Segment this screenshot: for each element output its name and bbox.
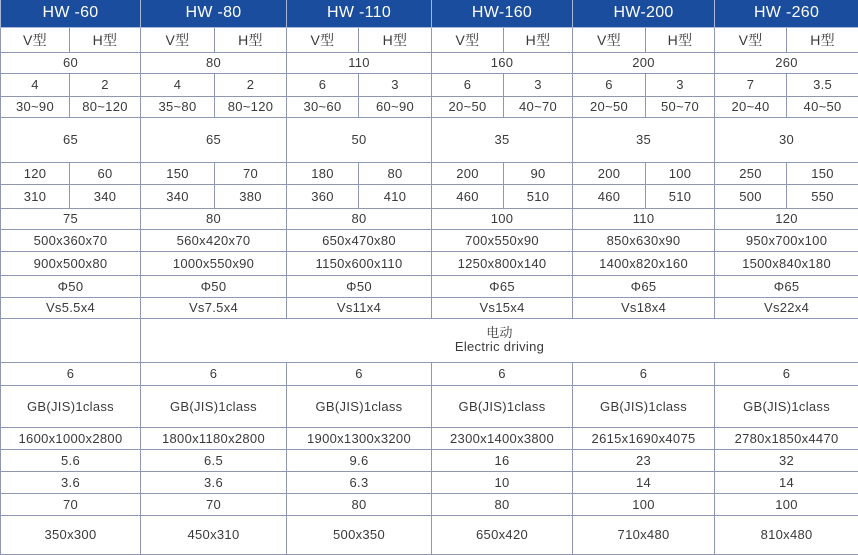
- spec-cell: 810x480: [715, 515, 858, 554]
- spec-cell: GB(JIS)1class: [715, 385, 858, 427]
- spec-cell-h: 80: [359, 162, 432, 184]
- spec-cell: 35: [432, 117, 573, 162]
- spec-cell-v: 20~50: [432, 96, 504, 117]
- spec-row-r3: [1, 96, 858, 117]
- spec-row-r17: [1, 471, 858, 493]
- spec-cell: Vs7.5x4: [141, 297, 287, 318]
- spec-cell: 32: [715, 449, 858, 471]
- spec-cell-v: 6: [573, 73, 646, 96]
- spec-cell: 6: [1, 362, 141, 385]
- type-v-cell: V型: [287, 27, 359, 52]
- spec-cell-v: 360: [287, 184, 359, 208]
- type-v-cell: V型: [141, 27, 215, 52]
- spec-cell: 2615x1690x4075: [573, 427, 715, 449]
- spec-cell: 500x350: [287, 515, 432, 554]
- model-header-hw-80: HW -80: [141, 0, 287, 27]
- spec-cell-v: 4: [141, 73, 215, 96]
- spec-cell-v: 4: [1, 73, 70, 96]
- spec-cell: 100: [715, 493, 858, 515]
- spec-cell: 1400x820x160: [573, 251, 715, 275]
- spec-cell: Vs5.5x4: [1, 297, 141, 318]
- spec-cell: 500x360x70: [1, 229, 141, 251]
- spec-cell: 6: [715, 362, 858, 385]
- spec-cell-h: 40~70: [504, 96, 573, 117]
- spec-row-r13: [1, 362, 858, 385]
- spec-cell: 450x310: [141, 515, 287, 554]
- spec-cell: Vs18x4: [573, 297, 715, 318]
- spec-cell-v: 20~50: [573, 96, 646, 117]
- spec-cell: 65: [1, 117, 141, 162]
- spec-cell-h: 60: [70, 162, 141, 184]
- spec-cell-h: 60~90: [359, 96, 432, 117]
- spec-cell: 710x480: [573, 515, 715, 554]
- spec-cell: 560x420x70: [141, 229, 287, 251]
- spec-cell: 120: [715, 208, 858, 229]
- spec-cell: 3.6: [1, 471, 141, 493]
- spec-cell-h: 2: [215, 73, 287, 96]
- drive-mode-en: Electric driving: [141, 340, 858, 354]
- spec-cell: Vs11x4: [287, 297, 432, 318]
- spec-cell: Φ50: [141, 275, 287, 297]
- spec-cell-h: 3.5: [787, 73, 858, 96]
- spec-cell: 1600x1000x2800: [1, 427, 141, 449]
- spec-cell: 6.3: [287, 471, 432, 493]
- spec-cell-h: 410: [359, 184, 432, 208]
- spec-cell: 75: [1, 208, 141, 229]
- spec-row-r5: [1, 162, 858, 184]
- spec-cell-v: 340: [141, 184, 215, 208]
- spec-cell-h: 90: [504, 162, 573, 184]
- spec-row-r1: [1, 52, 858, 73]
- spec-cell: 1000x550x90: [141, 251, 287, 275]
- spec-cell-h: 150: [787, 162, 858, 184]
- spec-cell: 160: [432, 52, 573, 73]
- spec-cell: 6: [573, 362, 715, 385]
- spec-cell-v: 120: [1, 162, 70, 184]
- spec-row-r12: [1, 318, 858, 362]
- spec-cell-h: 550: [787, 184, 858, 208]
- type-h-cell: H型: [70, 27, 141, 52]
- spec-cell: GB(JIS)1class: [287, 385, 432, 427]
- spec-cell-v: 250: [715, 162, 787, 184]
- spec-cell: GB(JIS)1class: [141, 385, 287, 427]
- spec-cell-v: 310: [1, 184, 70, 208]
- type-v-cell: V型: [715, 27, 787, 52]
- spec-cell: Vs15x4: [432, 297, 573, 318]
- spec-row-r9: [1, 251, 858, 275]
- spec-cell: 900x500x80: [1, 251, 141, 275]
- spec-cell: 6: [141, 362, 287, 385]
- type-h-cell: H型: [646, 27, 715, 52]
- spec-cell: 200: [573, 52, 715, 73]
- type-h-cell: H型: [787, 27, 858, 52]
- spec-cell: 650x420: [432, 515, 573, 554]
- spec-cell: [1, 318, 141, 362]
- spec-cell-h: 340: [70, 184, 141, 208]
- spec-cell-v: 180: [287, 162, 359, 184]
- spec-cell: 35: [573, 117, 715, 162]
- model-header-hw-260: HW -260: [715, 0, 858, 27]
- spec-cell: 70: [141, 493, 287, 515]
- spec-cell: 650x470x80: [287, 229, 432, 251]
- spec-cell: 1500x840x180: [715, 251, 858, 275]
- spec-cell: Φ65: [573, 275, 715, 297]
- spec-cell: Vs22x4: [715, 297, 858, 318]
- spec-cell: GB(JIS)1class: [1, 385, 141, 427]
- spec-cell-v: 35~80: [141, 96, 215, 117]
- spec-cell-h: 380: [215, 184, 287, 208]
- spec-row-r18: [1, 493, 858, 515]
- type-v-cell: V型: [573, 27, 646, 52]
- spec-cell-h: 510: [646, 184, 715, 208]
- spec-cell: 850x630x90: [573, 229, 715, 251]
- spec-cell-v: 6: [432, 73, 504, 96]
- spec-cell: Φ65: [715, 275, 858, 297]
- spec-cell: 80: [287, 493, 432, 515]
- spec-cell: 16: [432, 449, 573, 471]
- spec-cell-v: 460: [432, 184, 504, 208]
- spec-cell: 80: [141, 52, 287, 73]
- spec-cell: 6: [432, 362, 573, 385]
- spec-cell-h: 2: [70, 73, 141, 96]
- spec-cell: 10: [432, 471, 573, 493]
- spec-cell: 2300x1400x3800: [432, 427, 573, 449]
- spec-row-r2: [1, 73, 858, 96]
- spec-cell: 260: [715, 52, 858, 73]
- spec-cell: 110: [573, 208, 715, 229]
- header-row: [1, 0, 858, 27]
- spec-cell: 14: [715, 471, 858, 493]
- spec-cell-h: 3: [359, 73, 432, 96]
- spec-row-r14: [1, 385, 858, 427]
- spec-cell: 1250x800x140: [432, 251, 573, 275]
- spec-cell: GB(JIS)1class: [432, 385, 573, 427]
- spec-cell: 65: [141, 117, 287, 162]
- spec-cell: 60: [1, 52, 141, 73]
- spec-cell: 950x700x100: [715, 229, 858, 251]
- spec-cell-v: 460: [573, 184, 646, 208]
- type-v-cell: V型: [1, 27, 70, 52]
- spec-cell: 100: [573, 493, 715, 515]
- spec-cell-v: 20~40: [715, 96, 787, 117]
- drive-mode-cell: [141, 318, 858, 362]
- spec-cell: Φ50: [287, 275, 432, 297]
- spec-cell: 6.5: [141, 449, 287, 471]
- spec-cell: 110: [287, 52, 432, 73]
- spec-row-r8: [1, 229, 858, 251]
- spec-cell: 2780x1850x4470: [715, 427, 858, 449]
- spec-cell-v: 30~90: [1, 96, 70, 117]
- spec-cell: Φ50: [1, 275, 141, 297]
- spec-cell-h: 80~120: [70, 96, 141, 117]
- spec-cell-v: 7: [715, 73, 787, 96]
- spec-cell-h: 50~70: [646, 96, 715, 117]
- spec-cell-v: 200: [573, 162, 646, 184]
- spec-cell: 700x550x90: [432, 229, 573, 251]
- drive-mode-cn: 电动: [141, 326, 858, 340]
- spec-cell: 14: [573, 471, 715, 493]
- spec-cell: 80: [287, 208, 432, 229]
- type-h-cell: H型: [504, 27, 573, 52]
- spec-cell: 80: [432, 493, 573, 515]
- spec-cell-h: 100: [646, 162, 715, 184]
- spec-cell: 80: [141, 208, 287, 229]
- spec-row-r11: [1, 297, 858, 318]
- spec-cell-v: 200: [432, 162, 504, 184]
- spec-cell: 30: [715, 117, 858, 162]
- spec-cell-v: 6: [287, 73, 359, 96]
- model-header-hw-110: HW -110: [287, 0, 432, 27]
- model-header-hw-160: HW-160: [432, 0, 573, 27]
- spec-cell: 9.6: [287, 449, 432, 471]
- spec-cell: GB(JIS)1class: [573, 385, 715, 427]
- type-row: [1, 27, 858, 52]
- spec-cell: 5.6: [1, 449, 141, 471]
- spec-cell: Φ65: [432, 275, 573, 297]
- spec-cell-h: 70: [215, 162, 287, 184]
- spec-cell-v: 150: [141, 162, 215, 184]
- spec-cell-v: 500: [715, 184, 787, 208]
- spec-row-r4: [1, 117, 858, 162]
- spec-row-r16: [1, 449, 858, 471]
- spec-cell: 350x300: [1, 515, 141, 554]
- spec-cell: 50: [287, 117, 432, 162]
- type-h-cell: H型: [215, 27, 287, 52]
- spec-cell-h: 3: [646, 73, 715, 96]
- spec-row-r7: [1, 208, 858, 229]
- type-v-cell: V型: [432, 27, 504, 52]
- spec-cell-h: 510: [504, 184, 573, 208]
- spec-cell-h: 3: [504, 73, 573, 96]
- spec-cell: 6: [287, 362, 432, 385]
- spec-cell: 70: [1, 493, 141, 515]
- spec-cell-v: 30~60: [287, 96, 359, 117]
- spec-cell: 100: [432, 208, 573, 229]
- spec-row-r19: [1, 515, 858, 554]
- model-header-hw-200: HW-200: [573, 0, 715, 27]
- spec-cell-h: 80~120: [215, 96, 287, 117]
- spec-row-r6: [1, 184, 858, 208]
- spec-row-r15: [1, 427, 858, 449]
- spec-cell: 1900x1300x3200: [287, 427, 432, 449]
- spec-cell: 1800x1180x2800: [141, 427, 287, 449]
- spec-cell-h: 40~50: [787, 96, 858, 117]
- model-header-hw-60: HW -60: [1, 0, 141, 27]
- spec-cell: 23: [573, 449, 715, 471]
- spec-cell: 1150x600x110: [287, 251, 432, 275]
- spec-cell: 3.6: [141, 471, 287, 493]
- type-h-cell: H型: [359, 27, 432, 52]
- spec-row-r10: [1, 275, 858, 297]
